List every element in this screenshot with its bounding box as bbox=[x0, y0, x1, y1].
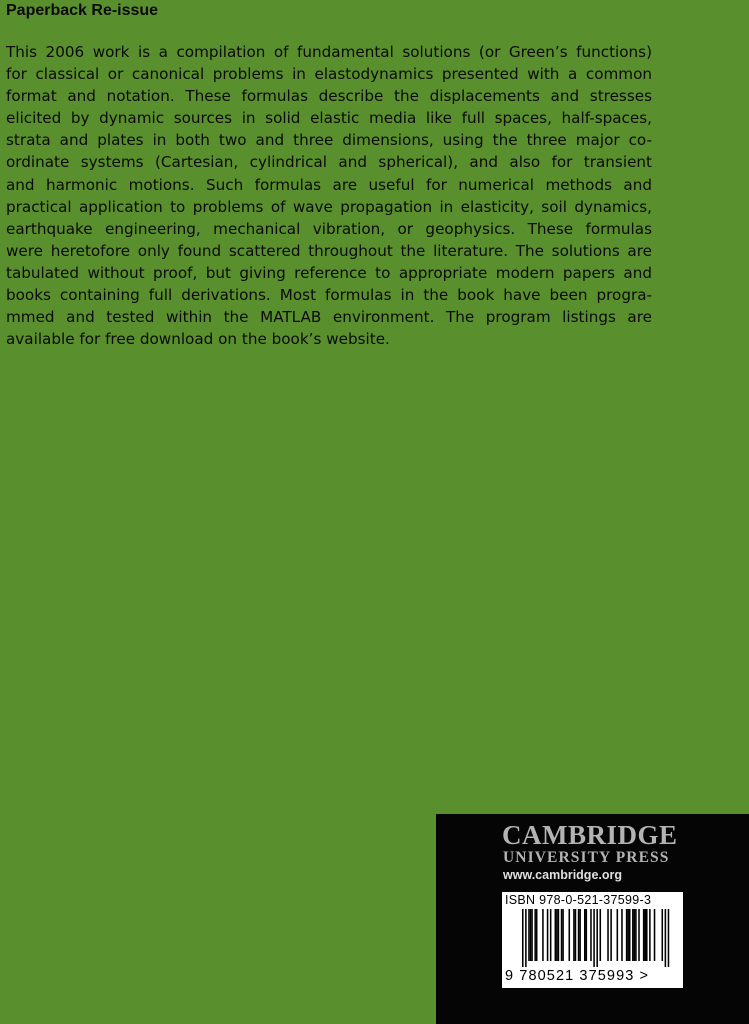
barcode-bar bbox=[596, 909, 598, 967]
barcode-bar bbox=[578, 909, 580, 961]
description-line: ordinate systems (Cartesian, cylindrical and spherical), and also for transient bbox=[6, 153, 652, 172]
barcode-bar bbox=[654, 909, 656, 961]
barcode-bar bbox=[629, 909, 631, 961]
description-line: available for free download on the book’s website. bbox=[6, 330, 390, 349]
description-line: tabulated without proof, but giving reference to appropriate modern papers and bbox=[6, 263, 652, 282]
description-line: format and notation. These formulas describe the displacements and stresses bbox=[6, 87, 652, 106]
description-line: books containing full derivations. Most formulas in the book have been progra- bbox=[6, 286, 652, 305]
barcode-bar bbox=[593, 909, 595, 967]
isbn-barcode bbox=[502, 892, 683, 988]
barcode-bar bbox=[536, 909, 538, 961]
barcode-bar bbox=[638, 909, 640, 961]
description-line: strata and plates in both two and three dimensions, using the three major co- bbox=[6, 131, 652, 150]
reissue-heading: Paperback Re-issue bbox=[6, 2, 159, 19]
barcode-bars bbox=[502, 909, 683, 969]
barcode-bar bbox=[649, 909, 651, 961]
barcode-bar bbox=[600, 909, 602, 961]
barcode-bar bbox=[522, 909, 524, 967]
barcode-bar bbox=[569, 909, 571, 961]
publisher-panel bbox=[436, 814, 749, 1024]
publisher-name: CAMBRIDGE bbox=[502, 820, 678, 850]
barcode-bar bbox=[662, 909, 664, 961]
isbn-label: ISBN 978-0-521-37599-3 bbox=[505, 893, 652, 907]
ean-digits: 9 780521 375993 > bbox=[505, 968, 650, 984]
barcode-bar bbox=[550, 909, 552, 961]
description-line: elicited by dynamic sources in solid elastic media like full spaces, half-spaces, bbox=[6, 109, 652, 128]
barcode-bar bbox=[579, 909, 581, 961]
barcode-bar bbox=[525, 909, 527, 967]
description-text bbox=[6, 41, 652, 350]
barcode-bar bbox=[530, 909, 532, 961]
description-line: practical application to problems of wave propagation in elasticity, soil dynamics, bbox=[6, 197, 652, 216]
barcode-bar bbox=[634, 909, 636, 961]
barcode-bar bbox=[575, 909, 577, 961]
barcode-bar bbox=[668, 909, 670, 967]
description-line: for classical or canonical problems in elastodynamics presented with a common bbox=[6, 65, 652, 84]
barcode-bar bbox=[643, 909, 645, 961]
barcode-bar bbox=[562, 909, 564, 961]
barcode-bar bbox=[534, 909, 536, 961]
publisher-url[interactable]: www.cambridge.org bbox=[503, 868, 623, 882]
description-line: earthquake engineering, mechanical vibration, or geophysics. These formulas bbox=[6, 219, 652, 238]
barcode-bar bbox=[573, 909, 575, 961]
barcode-bar bbox=[584, 909, 586, 961]
barcode-bar bbox=[665, 909, 667, 967]
barcode-bar bbox=[621, 909, 623, 961]
barcode-bar bbox=[646, 909, 648, 961]
barcode-bar bbox=[590, 909, 592, 961]
barcode-bar bbox=[556, 909, 558, 961]
barcode-bar bbox=[607, 909, 609, 961]
description-line: and harmonic motions. Such formulas are useful for numerical methods and bbox=[6, 175, 652, 194]
barcode-bar bbox=[558, 909, 560, 961]
description-line: mmed and tested within the MATLAB environment. The program listings are bbox=[6, 308, 652, 327]
description-line: were heretofore only found scattered throughout the literature. The solutions are bbox=[6, 241, 652, 260]
barcode-bar bbox=[627, 909, 629, 961]
barcode-bar bbox=[555, 909, 557, 961]
barcode-bar bbox=[542, 909, 544, 961]
barcode-bar bbox=[626, 909, 628, 961]
barcode-bar bbox=[586, 909, 588, 961]
barcode-bar bbox=[644, 909, 646, 961]
barcode-bar bbox=[617, 909, 619, 961]
barcode-bar bbox=[635, 909, 637, 961]
description-line: This 2006 work is a compilation of fundamental solutions (or Green’s functions) bbox=[6, 43, 652, 61]
barcode-bar bbox=[610, 909, 612, 961]
barcode-bar bbox=[528, 909, 530, 961]
barcode-bar bbox=[561, 909, 563, 961]
barcode-bar bbox=[531, 909, 533, 961]
barcode-bar bbox=[547, 909, 549, 961]
barcode-bar bbox=[632, 909, 634, 961]
publisher-subtitle: UNIVERSITY PRESS bbox=[503, 849, 670, 866]
